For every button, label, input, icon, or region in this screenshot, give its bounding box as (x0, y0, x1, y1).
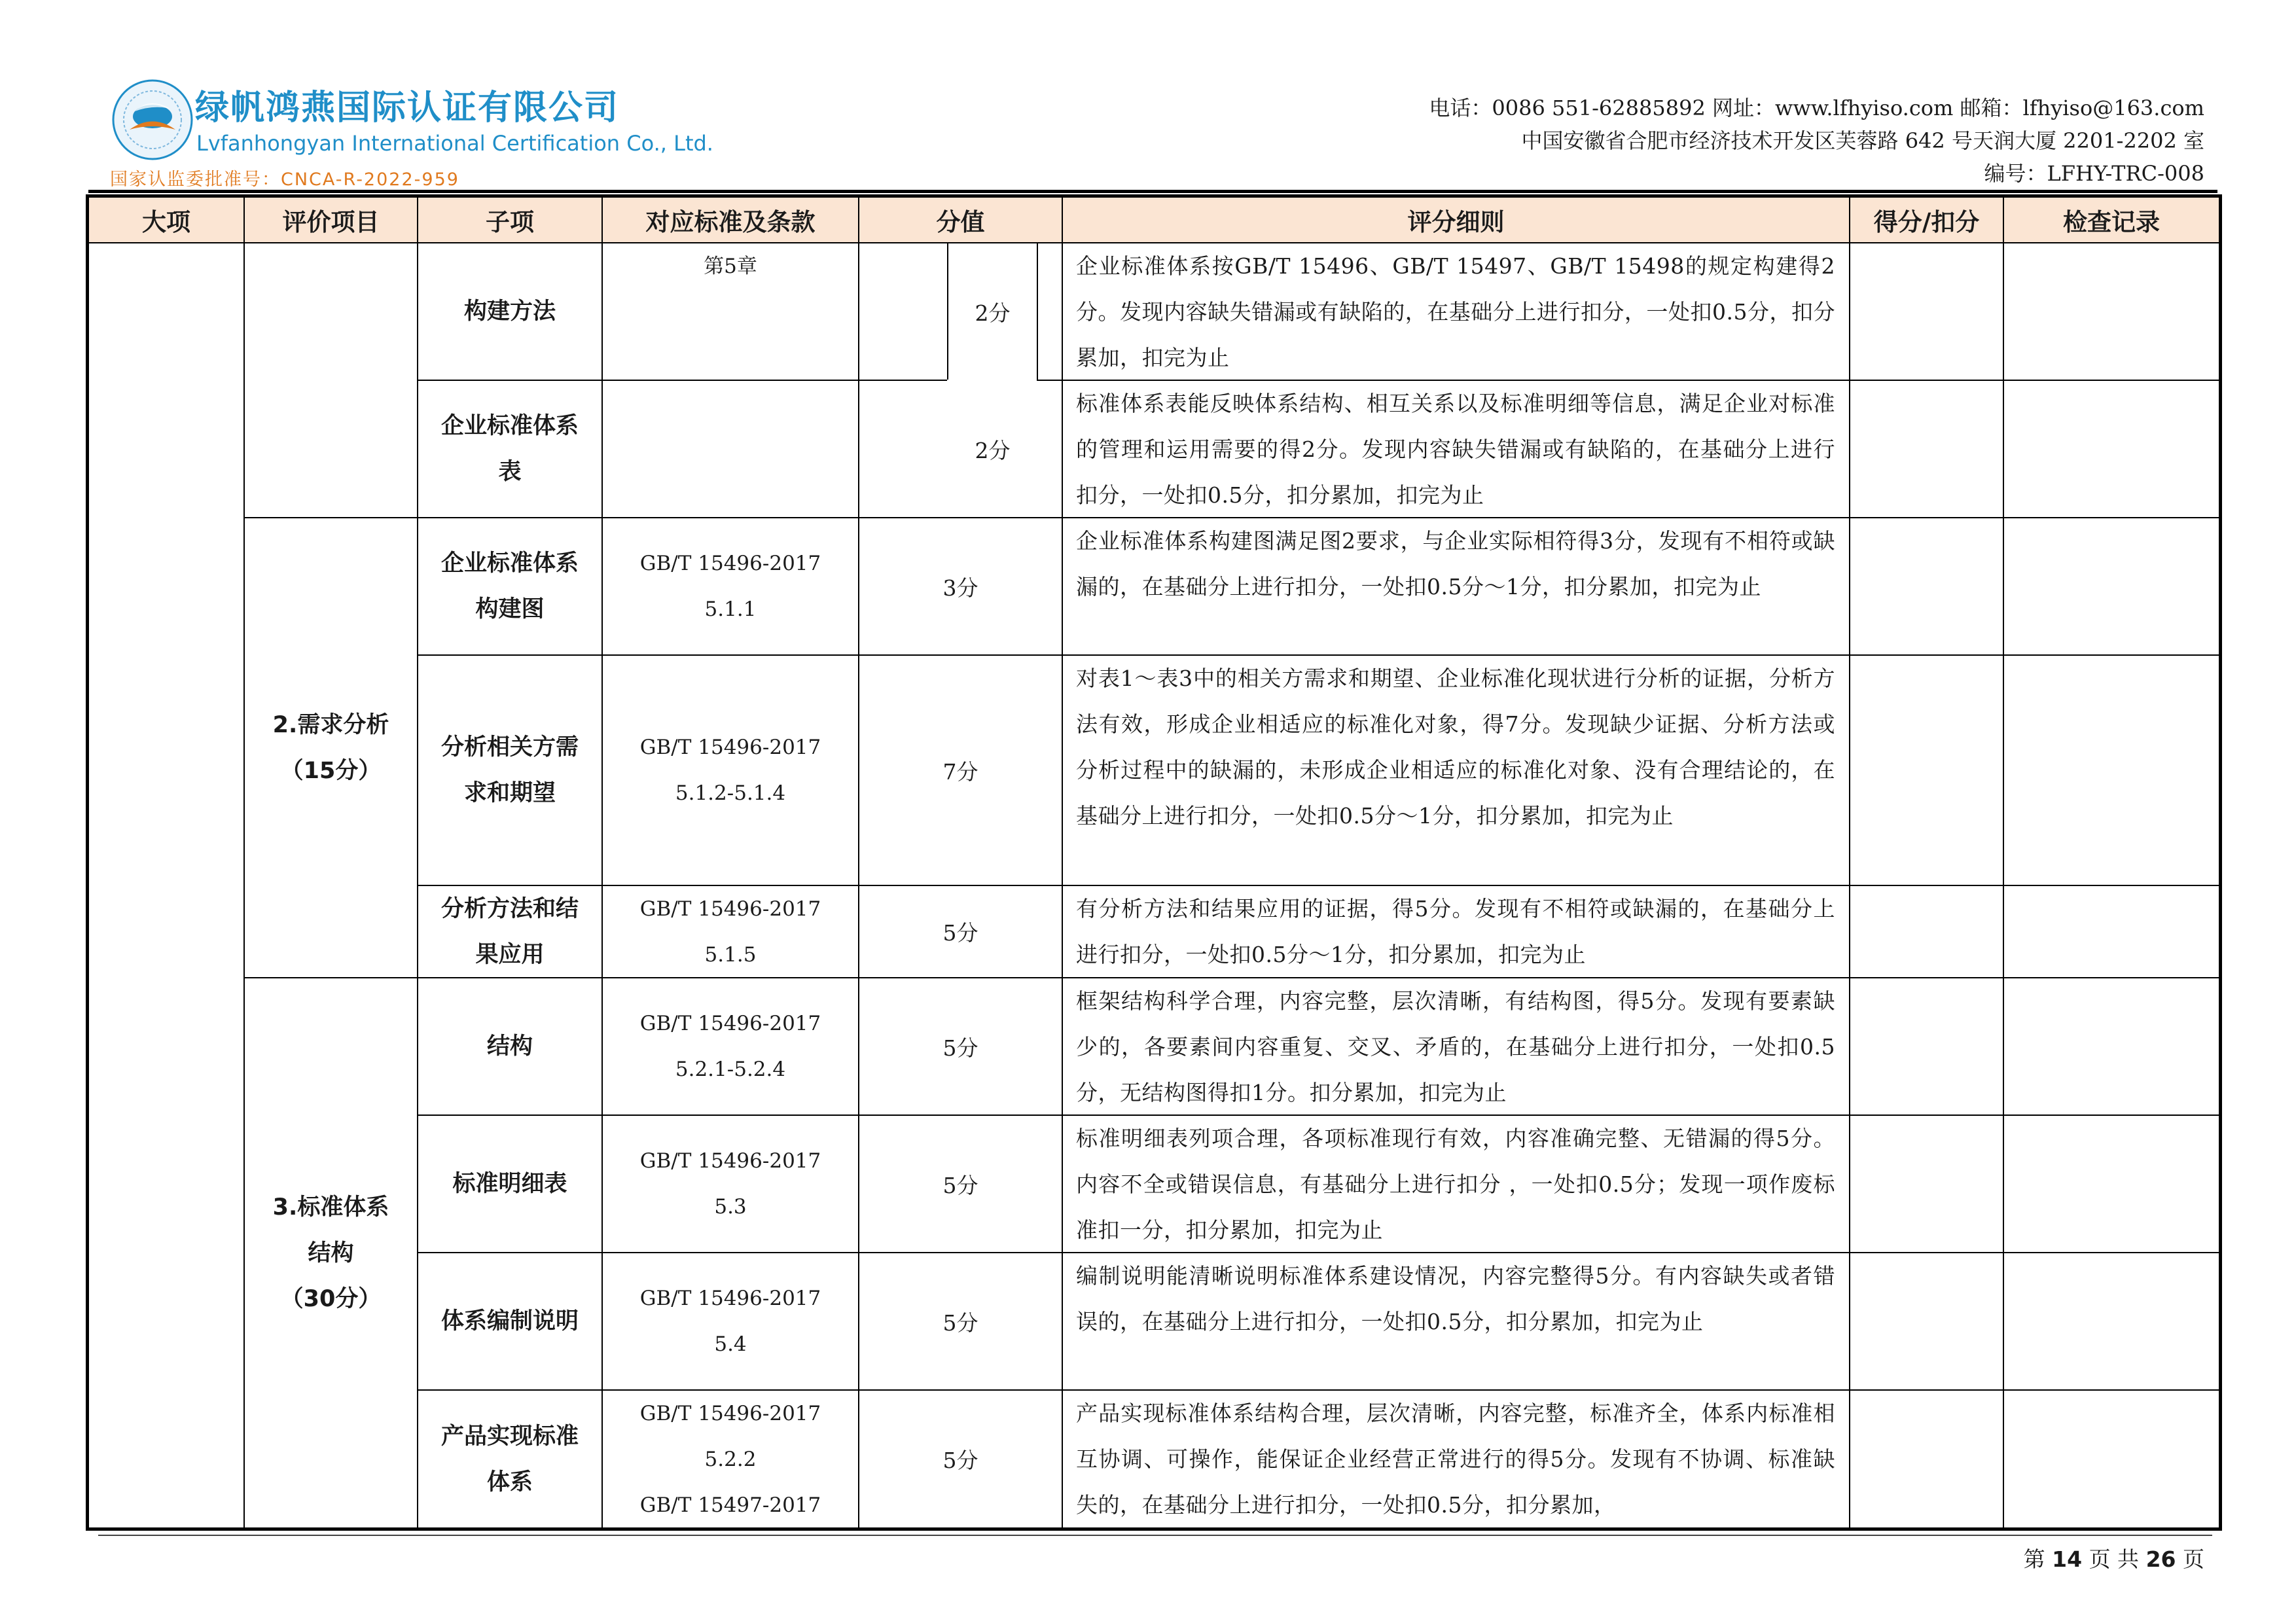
standard-clause: 5.2.1-5.2.4 (675, 1058, 786, 1081)
standard-clause: 5.4 (714, 1332, 747, 1356)
standard-code: GB/T 15496-2017 (639, 552, 821, 575)
standard-code: GB/T 15496-2017 (639, 1012, 821, 1035)
col-header-standard: 对应标准及条款 (645, 208, 816, 236)
subitem-cell: 企业标准体系构建图 (440, 550, 579, 622)
company-logo-icon (110, 77, 195, 162)
evaluation-table (86, 194, 2222, 1531)
rule-cell: 有分析方法和结果应用的证据，得5分。发现有不相符或缺漏的，在基础分上进行扣分，一处扣0.5分～1分，扣分累加，扣完为止 (1076, 896, 1835, 967)
standard-cell (603, 656, 858, 885)
page-suffix: 页 (2183, 1546, 2204, 1572)
group-points: （30分） (280, 1285, 382, 1312)
standard-code: GB/T 15496-2017 (639, 1287, 821, 1310)
col-header-subitem: 子项 (486, 208, 534, 236)
subitem-cell: 分析方法和结果应用 (440, 895, 579, 968)
page-middle: 页 共 (2089, 1546, 2140, 1572)
subitem-cell: 结构 (486, 1033, 533, 1060)
rule-cell: 企业标准体系按GB/T 15496、GB/T 15497、GB/T 15498的规定构建得2分。发现内容缺失错漏或有缺陷的，在基础分上进行扣分，一处扣0.5分，扣分累加，扣完为止 (1076, 253, 1835, 370)
rule-cell: 企业标准体系构建图满足图2要求，与企业实际相符得3分，发现有不相符或缺漏的，在基础分上进行扣分，一处扣0.5分～1分，扣分累加，扣完为止 (1076, 528, 1835, 599)
total-pages: 26 (2145, 1546, 2176, 1572)
subitem-cell: 构建方法 (463, 298, 556, 325)
group-points: （15分） (280, 757, 382, 784)
standard-code: GB/T 15496-2017 (639, 897, 821, 921)
group-demand-analysis (245, 518, 417, 977)
col-divider-inner (1037, 242, 1038, 380)
rule-cell: 标准体系表能反映体系结构、相互关系以及标准明细等信息，满足企业对标准的管理和运用需要的得2分。发现内容缺失错漏或有缺陷的，在基础分上进行扣分，一处扣0.5分，扣分累加，扣完为止 (1076, 391, 1835, 508)
col-header-score: 分值 (936, 208, 985, 236)
group-label-2: 结构 (308, 1240, 354, 1266)
rule-cell: 标准明细表列项合理，各项标准现行有效，内容准确完整、无错漏的得5分。内容不全或错误信息，有基础分上进行扣分 ，一处扣0.5分；发现一项作废标准扣一分，扣分累加，扣完为止 (1076, 1126, 1835, 1243)
standard-code: GB/T 15496-2017 (639, 1149, 821, 1173)
col-header-item: 评价项目 (282, 208, 380, 236)
col-header-category: 大项 (142, 208, 190, 236)
col-divider (1849, 198, 1850, 1527)
contact-block (1429, 92, 2204, 190)
standard-cell (603, 1116, 858, 1252)
standard-cell: 第5章 (704, 255, 757, 278)
subitem-cell: 产品实现标准体系 (440, 1423, 579, 1495)
col-header-record: 检查记录 (2063, 208, 2160, 236)
standard-code-2: GB/T 15497-2017 (639, 1493, 821, 1517)
standard-cell (603, 978, 858, 1115)
subitem-cell: 标准明细表 (452, 1171, 567, 1197)
score-cell: 2分 (975, 300, 1011, 326)
score-cell: 5分 (942, 1172, 978, 1198)
score-cell: 7分 (942, 758, 978, 785)
group-label: 2.需求分析 (272, 711, 389, 738)
col-divider (1062, 198, 1063, 1527)
rule-cell: 编制说明能清晰说明标准体系建设情况，内容完整得5分。有内容缺失或者错误的，在基础分上进行扣分，一处扣0.5分，扣分累加，扣完为止 (1076, 1263, 1835, 1334)
standard-code: GB/T 15496-2017 (639, 736, 821, 759)
standard-clause: 5.3 (714, 1195, 747, 1219)
score-cell: 5分 (942, 1448, 978, 1473)
score-cell: 5分 (942, 920, 978, 946)
standard-code: GB/T 15496-2017 (639, 1401, 821, 1425)
standard-cell (603, 1253, 858, 1389)
standard-cell (603, 886, 858, 977)
score-cell: 2分 (975, 437, 1011, 463)
subitem-cell: 企业标准体系表 (440, 413, 579, 485)
score-cell: 5分 (942, 1310, 978, 1336)
header-divider (88, 190, 2217, 193)
score-cell: 5分 (942, 1035, 978, 1061)
rule-cell: 对表1～表3中的相关方需求和期望、企业标准化现状进行分析的证据，分析方法有效，形成企业相适应的标准化对象，得7分。发现缺少证据、分析方法或分析过程中的缺漏的，未形成企业相适应的标准化对象、没有合理结论的，在基础分上进行扣分，一处扣0.5分～1分，扣分累加，扣完为止 (1076, 666, 1835, 829)
subitem-cell: 体系编制说明 (440, 1308, 579, 1334)
standard-cell (603, 1391, 858, 1527)
approval-number: 国家认监委批准号：CNCA-R-2022-959 (110, 169, 459, 190)
company-name-en: Lvfanhongyan International Certification Co., Ltd. (196, 131, 713, 156)
footer-divider (98, 1535, 2212, 1536)
contact-line: 电话：0086 551-62885892 网址：www.lfhyiso.com 邮箱：lfhyiso@163.com (1429, 96, 2204, 120)
col-divider (2003, 198, 2004, 1527)
standard-clause: 5.1.1 (704, 597, 757, 621)
standard-clause: 5.1.5 (704, 942, 757, 967)
rule-cell: 框架结构科学合理，内容完整，层次清晰，有结构图，得5分。发现有要素缺少的，各要素间内容重复、交叉、矛盾的，在基础分上进行扣分，一处扣0.5分，无结构图得扣1分。扣分累加，扣完为止 (1076, 988, 1835, 1105)
address-line: 中国安徽省合肥市经济技术开发区芙蓉路 642 号天润大厦 2201-2202 室 (1521, 128, 2204, 153)
current-page: 14 (2052, 1546, 2083, 1572)
document-number: 编号：LFHY-TRC-008 (1984, 161, 2204, 186)
page-number (2024, 1543, 2204, 1573)
col-header-points: 得分/扣分 (1873, 208, 1980, 236)
standard-clause: 5.2.2 (704, 1447, 757, 1471)
company-name-cn: 绿帆鸿燕国际认证有限公司 (195, 88, 620, 128)
score-cell: 3分 (942, 575, 978, 601)
page-prefix: 第 (2023, 1546, 2045, 1572)
subitem-cell: 分析相关方需求和期望 (440, 734, 579, 806)
group-label: 3.标准体系 (272, 1194, 389, 1221)
standard-cell (603, 518, 858, 654)
rule-cell: 产品实现标准体系结构合理，层次清晰，内容完整，标准齐全，体系内标准相互协调、可操作，能保证企业经营正常进行的得5分。发现有不协调、标准缺失的，在基础分上进行扣分，一处扣0.5分，扣分累加， (1076, 1400, 1835, 1518)
col-header-rules: 评分细则 (1407, 208, 1505, 236)
standard-clause: 5.1.2-5.1.4 (675, 781, 786, 805)
group-standard-structure (245, 978, 417, 1527)
